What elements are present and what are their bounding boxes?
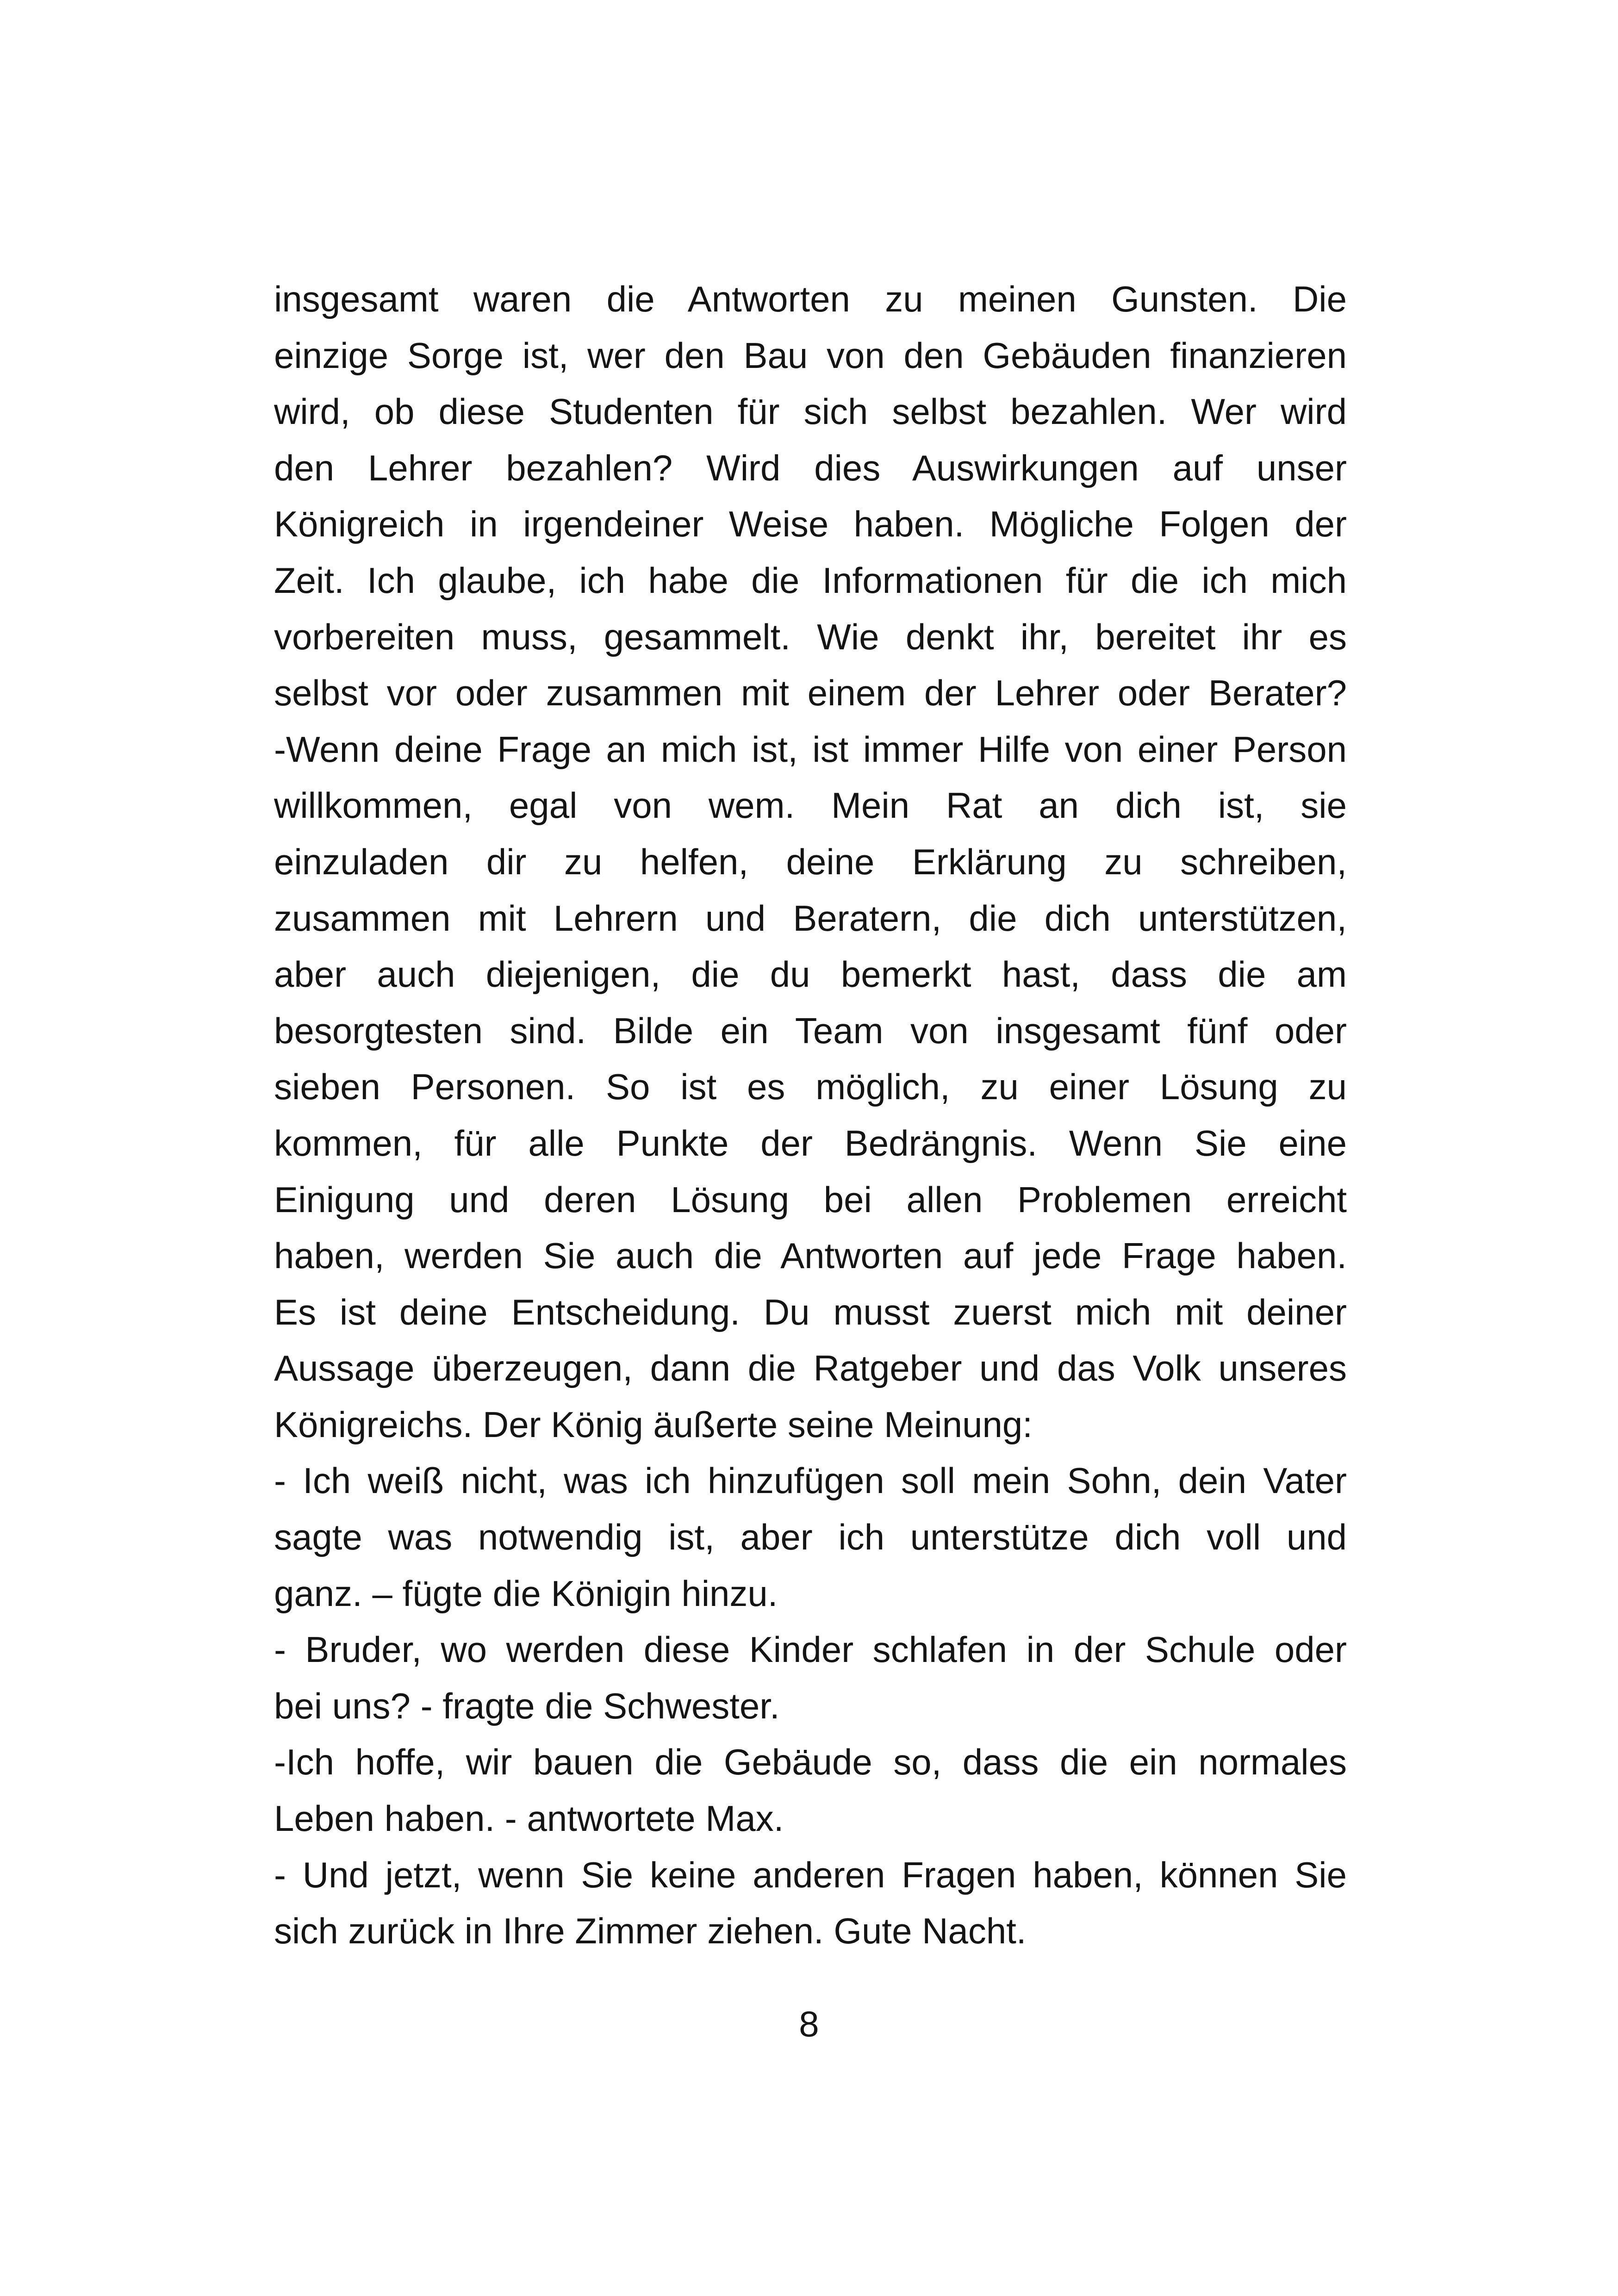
text-line: besorgtesten sind. Bilde ein Team von insgesamt fünf oder [274,1010,1347,1051]
text-line: zusammen mit Lehrern und Beratern, die dich unterstützen, [274,897,1347,939]
text-line: Aussage überzeugen, dann die Ratgeber und das Volk unseres [274,1348,1347,1389]
text-line: aber auch diejenigen, die du bemerkt hast, dass die am [274,954,1347,995]
text-line: Königreichs. Der König äußerte seine Meinung: [274,1404,1033,1445]
text-line: - Ich weiß nicht, was ich hinzufügen soll mein Sohn, dein Vater [274,1460,1347,1501]
text-line: vorbereiten muss, gesammelt. Wie denkt ihr, bereitet ihr es [274,616,1347,657]
text-line: - Und jetzt, wenn Sie keine anderen Fragen haben, können Sie [274,1854,1347,1895]
text-line: Leben haben. - antwortete Max. [274,1798,784,1839]
text-line: einzige Sorge ist, wer den Bau von den Gebäuden finanzieren [274,335,1347,376]
text-line: -Ich hoffe, wir bauen die Gebäude so, dass die ein normales [274,1742,1347,1783]
text-line: haben, werden Sie auch die Antworten auf jede Frage haben. [274,1235,1347,1276]
text-line: Einigung und deren Lösung bei allen Problemen erreicht [274,1179,1347,1220]
body-text [274,271,1347,1960]
text-line: einzuladen dir zu helfen, deine Erklärung zu schreiben, [274,841,1347,882]
text-line: kommen, für alle Punkte der Bedrängnis. Wenn Sie eine [274,1122,1347,1164]
text-line: Zeit. Ich glaube, ich habe die Informationen für die ich mich [274,560,1347,601]
text-line: insgesamt waren die Antworten zu meinen Gunsten. Die [274,279,1347,319]
text-line: sieben Personen. So ist es möglich, zu einer Lösung zu [274,1066,1347,1108]
text-line: sagte was notwendig ist, aber ich unterstütze dich voll und [274,1517,1347,1558]
text-line: selbst vor oder zusammen mit einem der Lehrer oder Berater? [274,672,1347,714]
text-line: bei uns? - fragte die Schwester. [274,1685,780,1726]
text-line: den Lehrer bezahlen? Wird dies Auswirkungen auf unser [274,447,1347,488]
text-line: - Bruder, wo werden diese Kinder schlafen in der Schule oder [274,1629,1347,1670]
page-number: 8 [799,2004,819,2044]
text-line: Königreich in irgendeiner Weise haben. Mögliche Folgen der [274,504,1347,545]
text-line: ganz. – fügte die Königin hinzu. [274,1573,778,1614]
text-line: willkommen, egal von wem. Mein Rat an dich ist, sie [274,785,1347,826]
text-line: -Wenn deine Frage an mich ist, ist immer Hilfe von einer Person [274,728,1347,770]
text-line: sich zurück in Ihre Zimmer ziehen. Gute Nacht. [274,1910,1027,1952]
text-line: Es ist deine Entscheidung. Du musst zuerst mich mit deiner [274,1291,1347,1332]
text-line: wird, ob diese Studenten für sich selbst bezahlen. Wer wird [274,391,1347,432]
